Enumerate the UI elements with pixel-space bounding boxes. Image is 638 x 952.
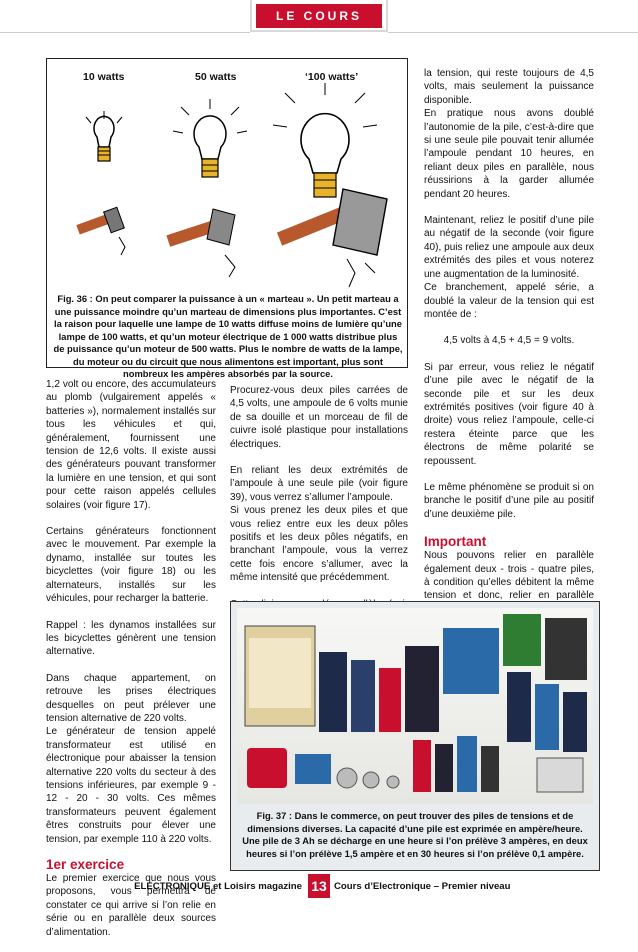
paragraph: la tension, qui reste toujours de 4,5 volts, mais seulement la puissance disponible.	[424, 68, 594, 106]
paragraph: Le premier exercice que nous vous proposons, vous permettra de constater ce qui arrive si l’on relie en série ou en parallèle deux sources d’alimentation.	[46, 873, 216, 938]
figure-36-illustration	[47, 59, 407, 299]
paragraph: Si par erreur, vous reliez le négatif d’une pile avec le négatif de la seconde pile et sur les deux extrémités positives (voir figure 40 à droite) vous reliez l’ampoule, celle-ci restera éteinte parce que les électrons de même polarité se repoussent.	[424, 361, 594, 467]
hammer-large-icon	[277, 189, 387, 287]
label-50-watts: 50 watts	[195, 71, 237, 83]
paragraph: Si vous prenez les deux piles et que vous reliez entre eux les deux pôles positifs et les deux pôles négatifs, en branchant l’ampoule, vous la verrez cette fois encore s’allumer, avec la même intensité que précédemment.	[230, 505, 408, 584]
paragraph: Nous pouvons relier en parallèle également deux - trois - quatre piles, à condition qu’elles débitent la même tension et donc, relier en parallèle	[424, 550, 594, 602]
heading-important: Important	[424, 534, 487, 550]
figure-36-caption: Fig. 36 : On peut comparer la puissance à un « marteau ». Un petit marteau a une puissance moindre qu’un marteau de dimensions plus importantes. C’est la raison pour laquelle une lampe de 10 watts diffuse moins de lumière qu’une lampe de 100 watts, et qu’un moteur électrique de 1 000 watts distribue plus de puissance qu’un moteur de 500 watts. Plus le nombre de watts de la lampe, du moteur ou du circuit que nous alimentons est important, plus sont nombreux les ampères absorbés par la source.	[53, 293, 403, 379]
bulb-large-icon	[273, 83, 377, 197]
paragraph: En pratique nous avons doublé l’autonomie de la pile, c’est-à-dire que si une seule pile pouvait tenir allumée l’ampoule pendant 10 heures, en reliant deux piles en parallèle, nous réussirions à la garder allumée pendant 20 heures.	[424, 108, 594, 200]
figure-37	[230, 601, 600, 871]
paragraph: Procurez-vous deux piles carrées de 4,5 volts, une ampoule de 6 volts munie de sa douille et un morceau de fil de cuivre isolé plastique pour installations électriques.	[230, 385, 408, 450]
paragraph: Dans chaque appartement, on retrouve les prises électriques desquelles on peut prélever une tension alternative de 220 volts.	[46, 672, 216, 724]
course-name: Cours d’Electronique – Premier niveau	[334, 881, 511, 892]
page-footer	[0, 876, 638, 898]
paragraph: Le générateur de tension appelé transformateur est utilisé en électronique pour abaisser la tension alternative 220 volts du secteur à des tensions inférieures, par exemple 9 - 12 - 20 - 30 volts. Ces mêmes transformateurs peuvent également êtres construits pour élever une tension, par exemple 110 à 220 volts.	[46, 726, 216, 845]
formula: 4,5 volts à 4,5 + 4,5 = 9 volts.	[443, 335, 575, 347]
page-number: 13	[308, 874, 330, 898]
hammer-medium-icon	[166, 209, 235, 277]
figure-37-caption: Fig. 37 : Dans le commerce, on peut trouver des piles de tensions et de dimensions diverses. La capacité d’une pile est exprimée en ampère/heure. Une pile de 3 Ah se décharge en une heure si l’on prélève 3 ampères, en deux heures si l’on prélève 1,5 ampère et en 30 heures si l’on prélève 0,1 ampère.	[242, 810, 588, 859]
column-left	[46, 378, 216, 952]
magazine-name: ELECTRONIQUE et Loisirs magazine	[134, 881, 302, 892]
column-right	[424, 67, 594, 683]
batteries-illustration	[237, 608, 593, 804]
label-100-watts: ‘100 watts’	[305, 71, 359, 83]
heading-exercice: 1er exercice	[46, 857, 125, 872]
figure-36	[46, 58, 408, 379]
batteries-photo	[237, 608, 593, 804]
paragraph: Ce branchement, appelé série, a doublé la valeur de la tension qui est montée de :	[424, 282, 594, 320]
label-10-watts: 10 watts	[83, 71, 125, 83]
paragraph: En reliant les deux extrémités de l’ampoule à une seule pile (voir figure 39), vous verrez s’allumer l’ampoule.	[230, 465, 408, 503]
hammer-small-icon	[76, 207, 125, 255]
paragraph: Rappel : les dynamos installées sur les bicyclettes génèrent une tension alternative.	[46, 619, 216, 658]
bulb-small-icon	[86, 111, 122, 161]
column-middle	[230, 384, 408, 638]
paragraph: 1,2 volt ou encore, des accumulateurs au plomb (vulgairement appelés « batteries »), normalement installés sur tous les véhicules et qui, généralement, fournissent une tension de 12,6 volts. Il existe aussi des générateurs pouvant transformer la lumière en une tension, et qui sont pour cette raison appelés cellules solaires (voir figure 17).	[46, 379, 216, 511]
header-rule-right	[388, 32, 638, 33]
paragraph: Certains générateurs fonctionnent avec le mouvement. Par exemple la dynamo, installée sur toutes les bicyclettes (voir figure 18) ou les alternateurs, installés sur les véhicules, pour recharger la batterie.	[46, 526, 216, 605]
section-title: LE COURS	[256, 4, 382, 28]
header-rule-left	[0, 32, 250, 33]
paragraph: Maintenant, reliez le positif d’une pile au négatif de la seconde (voir figure 40), puis reliez une ampoule aux deux extrémités des piles et vous noterez une augmentation de la luminosité.	[424, 215, 594, 280]
bulb-medium-icon	[173, 99, 247, 177]
paragraph: Le même phénomène se produit si on branche le positif d’une pile au positif d’une deuxième pile.	[424, 481, 594, 520]
